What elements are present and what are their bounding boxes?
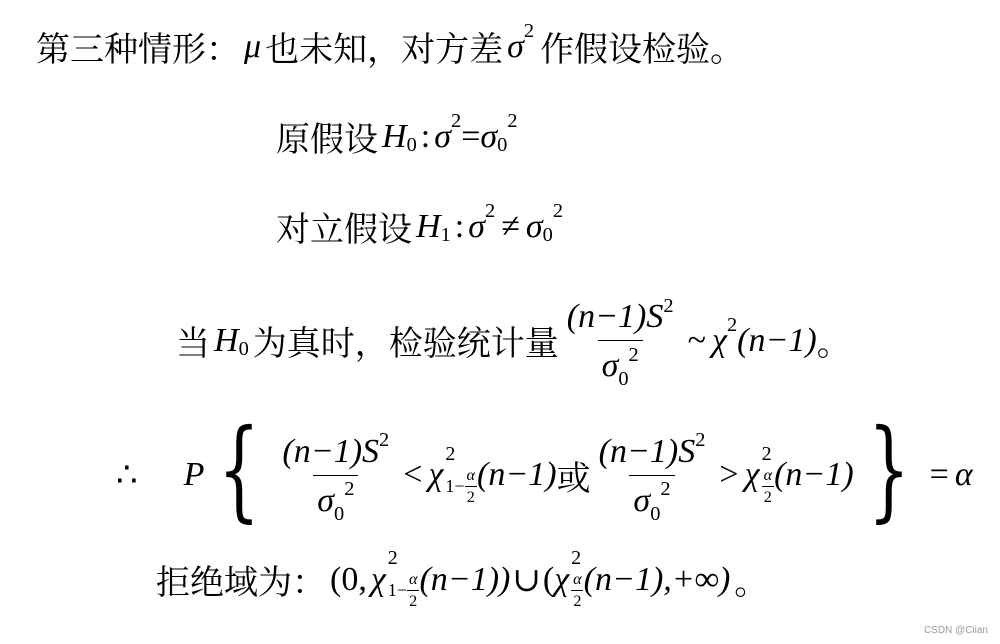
chi-exp: 2	[726, 313, 738, 336]
prob-left-den-exp: 2	[344, 478, 355, 501]
probability-line	[116, 405, 973, 533]
alpha-rhs: α	[954, 456, 973, 493]
prob-chi-lower-alpha: α	[466, 465, 476, 484]
prob-right-den-exp: 2	[660, 478, 671, 501]
prob-right-numerator	[595, 431, 710, 475]
h0-sigma0: σ	[480, 117, 498, 155]
rejection-chi-lower-exp: 2	[387, 547, 398, 569]
numerator-S-exp: 2	[663, 294, 674, 317]
therefore-symbol: ∴	[116, 457, 138, 494]
prob-fraction-left	[278, 429, 393, 525]
rejection-chi-upper-alpha: α	[573, 570, 582, 588]
prob-right-num-S: S	[678, 432, 696, 470]
prob-chi-lower-alpha-frac	[465, 466, 478, 507]
numerator-S: S	[646, 298, 664, 335]
h1-subscript: 1	[440, 224, 451, 247]
rejection-chi-lower-sub	[388, 570, 420, 611]
prob-chi-lower: χ	[428, 456, 444, 493]
rejection-chi-lower-two: 2	[409, 592, 418, 610]
h0-sigma: σ	[434, 117, 451, 155]
rejection-chi-lower-arg: (n−1))	[419, 560, 511, 598]
rejection-open: (0,	[330, 560, 367, 598]
h1-sigma0-sub: 0	[542, 224, 553, 247]
h1-sigma0: σ	[525, 207, 543, 245]
prob-left-num-paren: (n−1)	[282, 432, 363, 470]
fraction-numerator	[563, 296, 678, 340]
prob-chi-upper-alpha: α	[763, 465, 773, 484]
h0-sigma0-exp: 2	[507, 109, 518, 132]
prob-right-den-sigma: σ	[633, 481, 651, 519]
rejection-paren: (	[542, 560, 555, 598]
h0-H: H	[382, 117, 407, 155]
h1-H: H	[416, 207, 441, 245]
prob-chi-lower-exp: 2	[445, 442, 456, 465]
prob-chi-lower-two: 2	[466, 487, 475, 506]
prob-chi-lower-arg: (n−1)	[477, 456, 557, 493]
statistic-middle-text: 为真时，检验统计量	[252, 324, 559, 364]
prob-left-num-exp: 2	[379, 429, 390, 452]
h1-sigma0-exp: 2	[552, 199, 564, 222]
rejection-chi-lower-sub-prefix: 1−	[387, 580, 407, 600]
h1-colon: :	[454, 207, 465, 245]
prob-right-denominator	[629, 475, 674, 525]
rejection-region-line	[156, 548, 768, 611]
h0-subscript: 0	[406, 134, 417, 157]
chi-symbol: χ	[711, 321, 727, 359]
denominator-sigma: σ	[601, 347, 619, 384]
prob-chi-lower-sub-prefix: 1−	[445, 475, 465, 496]
prob-left-den-sub: 0	[334, 502, 345, 525]
heading-label: 第三种情形：	[36, 30, 240, 70]
prob-left-numerator	[278, 431, 393, 475]
prob-chi-upper: χ	[744, 456, 760, 493]
mu-symbol: μ	[244, 27, 262, 65]
rejection-chi-lower-alpha-frac	[407, 570, 420, 611]
prob-right-num-exp: 2	[695, 429, 706, 452]
prob-left-denominator	[313, 475, 358, 525]
numerator-paren: (n−1)	[566, 298, 647, 335]
rejection-chi-upper-arg: (n−1),+∞)	[583, 560, 731, 598]
probability-P: P	[183, 456, 205, 493]
prob-chi-upper-exp: 2	[761, 442, 772, 465]
rejection-label: 拒绝域为：	[156, 563, 326, 603]
test-statistic-line	[176, 294, 851, 391]
sigma-exponent: 2	[523, 19, 535, 42]
heading-text: 也未知，对方差	[265, 30, 504, 70]
statistic-H: H	[214, 321, 239, 359]
rejection-chi-upper: χ	[554, 560, 570, 598]
prob-chi-upper-two: 2	[763, 487, 772, 506]
chi-arg: (n−1)	[737, 321, 817, 359]
prob-chi-lower-scripts	[445, 444, 477, 507]
rejection-chi-upper-alpha-frac	[571, 570, 584, 611]
statistic-fraction	[563, 294, 678, 391]
greater-than-symbol: >	[719, 456, 739, 493]
statistic-prefix: 当	[176, 324, 210, 364]
rejection-end: 。	[734, 563, 769, 603]
alt-hypothesis-line	[276, 199, 564, 251]
heading-tail: 作假设检验。	[540, 30, 745, 70]
equals-symbol: =	[929, 456, 949, 493]
or-text: 或	[556, 458, 591, 499]
left-brace: {	[218, 405, 261, 533]
prob-right-den-sub: 0	[650, 502, 661, 525]
prob-fraction-right	[595, 429, 710, 525]
less-than-symbol: <	[403, 456, 423, 493]
null-hypothesis-line	[276, 109, 518, 161]
right-brace: }	[867, 405, 910, 533]
rejection-chi-lower-alpha: α	[408, 570, 418, 588]
prob-left-den-sigma: σ	[317, 481, 334, 519]
h0-equals: =	[461, 117, 481, 155]
union-symbol: ∪	[512, 561, 541, 599]
fraction-denominator	[598, 340, 643, 391]
h0-colon: :	[420, 117, 431, 155]
null-hypothesis-label: 原假设	[276, 120, 378, 160]
denominator-sigma-exp: 2	[628, 343, 639, 366]
heading-line	[36, 19, 745, 71]
prob-left-num-S: S	[362, 432, 380, 470]
rejection-chi-upper-two: 2	[573, 592, 582, 610]
denominator-sigma-sub: 0	[618, 368, 629, 391]
h1-sigma: σ	[468, 207, 485, 245]
statistic-end: 。	[816, 324, 851, 364]
prob-chi-upper-alpha-frac	[762, 466, 775, 507]
rejection-chi-lower: χ	[370, 560, 386, 598]
alt-hypothesis-label: 对立假设	[276, 210, 412, 250]
h1-sigma-exp: 2	[485, 199, 496, 222]
rejection-chi-upper-scripts	[571, 548, 584, 611]
rejection-chi-lower-scripts	[388, 548, 420, 611]
rejection-chi-upper-sub	[571, 570, 584, 611]
h0-sigma-exp: 2	[451, 109, 462, 132]
statistic-H-sub: 0	[238, 338, 249, 361]
prob-chi-lower-sub	[445, 466, 477, 507]
sigma-symbol: σ	[507, 27, 524, 65]
prob-right-num-paren: (n−1)	[598, 432, 679, 470]
prob-chi-upper-scripts	[762, 444, 775, 507]
prob-chi-upper-sub	[762, 466, 775, 507]
rejection-chi-upper-exp: 2	[571, 547, 582, 569]
h1-not-equal: ≠	[501, 207, 520, 245]
tilde-symbol: ~	[687, 321, 706, 359]
h0-sigma0-sub: 0	[497, 134, 508, 157]
prob-chi-upper-arg: (n−1)	[774, 456, 854, 493]
watermark: CSDN @Ciian	[923, 625, 988, 636]
